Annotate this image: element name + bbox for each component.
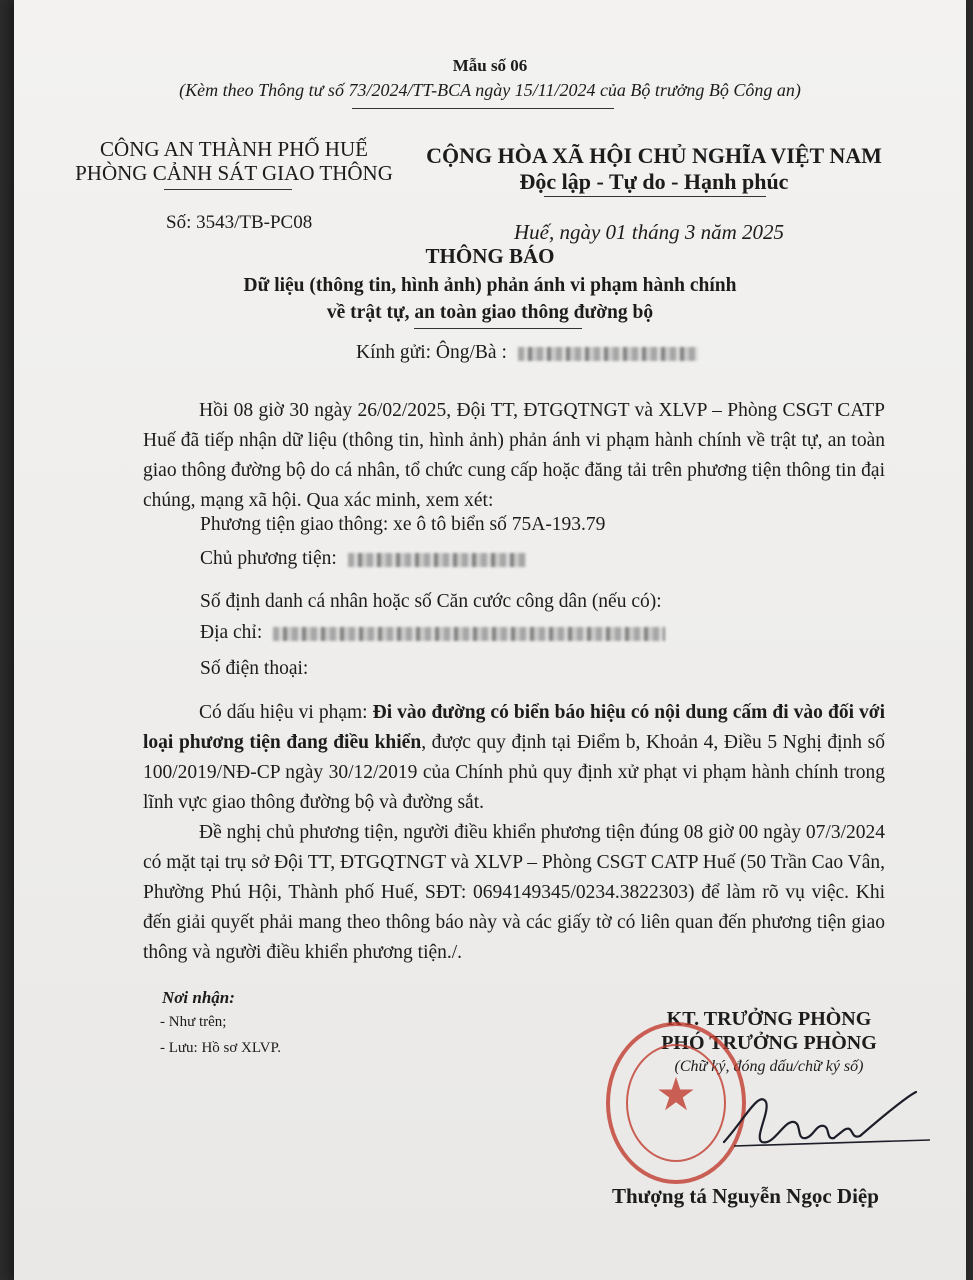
doc-subtitle-2: về trật tự, an toàn giao thông đường bộ	[326, 302, 654, 323]
redacted-owner	[348, 553, 526, 567]
redacted-address	[273, 627, 665, 641]
divider	[414, 328, 582, 329]
field-owner	[200, 548, 526, 570]
handwritten-signature	[704, 1080, 934, 1160]
recipient-item: - Lưu: Hồ sơ XLVP.	[160, 1040, 281, 1056]
place-date: Huế, ngày 01 tháng 3 năm 2025	[514, 220, 785, 244]
paragraph-request: Đề nghị chủ phương tiện, người điều khiển phương tiện đúng 08 giờ 00 ngày 07/3/2024 có mặt tại trụ sở Đội TT, ĐTGQTNGT và XLVP – Phòng CSGT CATP Huế (50 Trần Cao Vân, Phường Phú Hội, Thành phố Huế, SĐT: 0694149345/0234.3822303) để làm rõ vụ việc. Khi đến giải quyết phải mang theo thông báo này và các giấy tờ có liên quan đến phương tiện giao thông và người điều khiển phương tiện./.	[143, 822, 885, 963]
paragraph-intake: Hồi 08 giờ 30 ngày 26/02/2025, Đội TT, ĐTGQTNGT và XLVP – Phòng CSGT CATP Huế đã tiếp nhận dữ liệu (thông tin, hình ảnh) phản ánh vi phạm hành chính về trật tự, an toàn giao thông đường bộ do cá nhân, tổ chức cung cấp hoặc đăng tải trên phương tiện thông tin đại chúng, mạng xã hội. Qua xác minh, xem xét:	[143, 400, 885, 511]
signer-name: Thượng tá Nguyễn Ngọc Diệp	[612, 1184, 879, 1208]
signature-line-1: KT. TRƯỞNG PHÒNG	[666, 1008, 872, 1030]
form-attachment: (Kèm theo Thông tư số 73/2024/TT-BCA ngày 15/11/2024 của Bộ trưởng Bộ Công an)	[179, 80, 801, 100]
signature-line-2: PHÓ TRƯỞNG PHÒNG	[661, 1032, 877, 1054]
owner-label: Chủ phương tiện:	[200, 548, 337, 569]
recipients-label: Nơi nhận:	[162, 988, 235, 1007]
doc-title: THÔNG BÁO	[425, 244, 555, 268]
doc-subtitle-1: Dữ liệu (thông tin, hình ảnh) phản ánh vi phạm hành chính	[243, 275, 737, 296]
doc-number: Số: 3543/TB-PC08	[166, 212, 313, 233]
field-vehicle: Phương tiện giao thông: xe ô tô biển số 75A-193.79	[200, 514, 606, 535]
national-name: CỘNG HÒA XÃ HỘI CHỦ NGHĨA VIỆT NAM	[426, 143, 882, 168]
address-label: Địa chỉ:	[200, 622, 263, 643]
violation-description: Đi vào đường có biển báo hiệu có nội dung cấm đi vào đối với loại phương tiện đang điều khiển	[143, 702, 885, 753]
field-phone: Số điện thoại:	[200, 658, 309, 679]
divider	[544, 196, 766, 197]
divider	[352, 108, 614, 109]
violation-prefix: Có dấu hiệu vi phạm:	[199, 702, 373, 723]
paragraph-violation	[143, 698, 885, 818]
redacted-name	[518, 347, 698, 361]
signature-note: (Chữ ký, đóng dấu/chữ ký số)	[674, 1058, 864, 1075]
recipient-label: Kính gửi: Ông/Bà :	[356, 342, 507, 363]
field-id-number: Số định danh cá nhân hoặc số Căn cước công dân (nếu có):	[200, 591, 662, 612]
form-number: Mẫu số 06	[452, 56, 528, 75]
recipient-line	[356, 342, 698, 364]
agency-parent: CÔNG AN THÀNH PHỐ HUẾ	[100, 137, 368, 161]
national-motto: Độc lập - Tự do - Hạnh phúc	[519, 169, 789, 194]
divider	[164, 189, 292, 190]
star-emblem-icon: ★	[655, 1069, 697, 1120]
field-address	[200, 622, 665, 644]
violation-legal-basis: , được quy định tại Điểm b, Khoản 4, Điều 5 Nghị định số 100/2019/NĐ-CP ngày 30/12/2019 của Chính phủ quy định xử phạt vi phạm hành chính trong lĩnh vực giao thông đường bộ và đường sắt.	[143, 732, 886, 813]
recipient-item: - Như trên;	[160, 1014, 227, 1030]
agency-unit: PHÒNG CẢNH SÁT GIAO THÔNG	[75, 161, 393, 185]
document-page	[14, 0, 966, 1280]
